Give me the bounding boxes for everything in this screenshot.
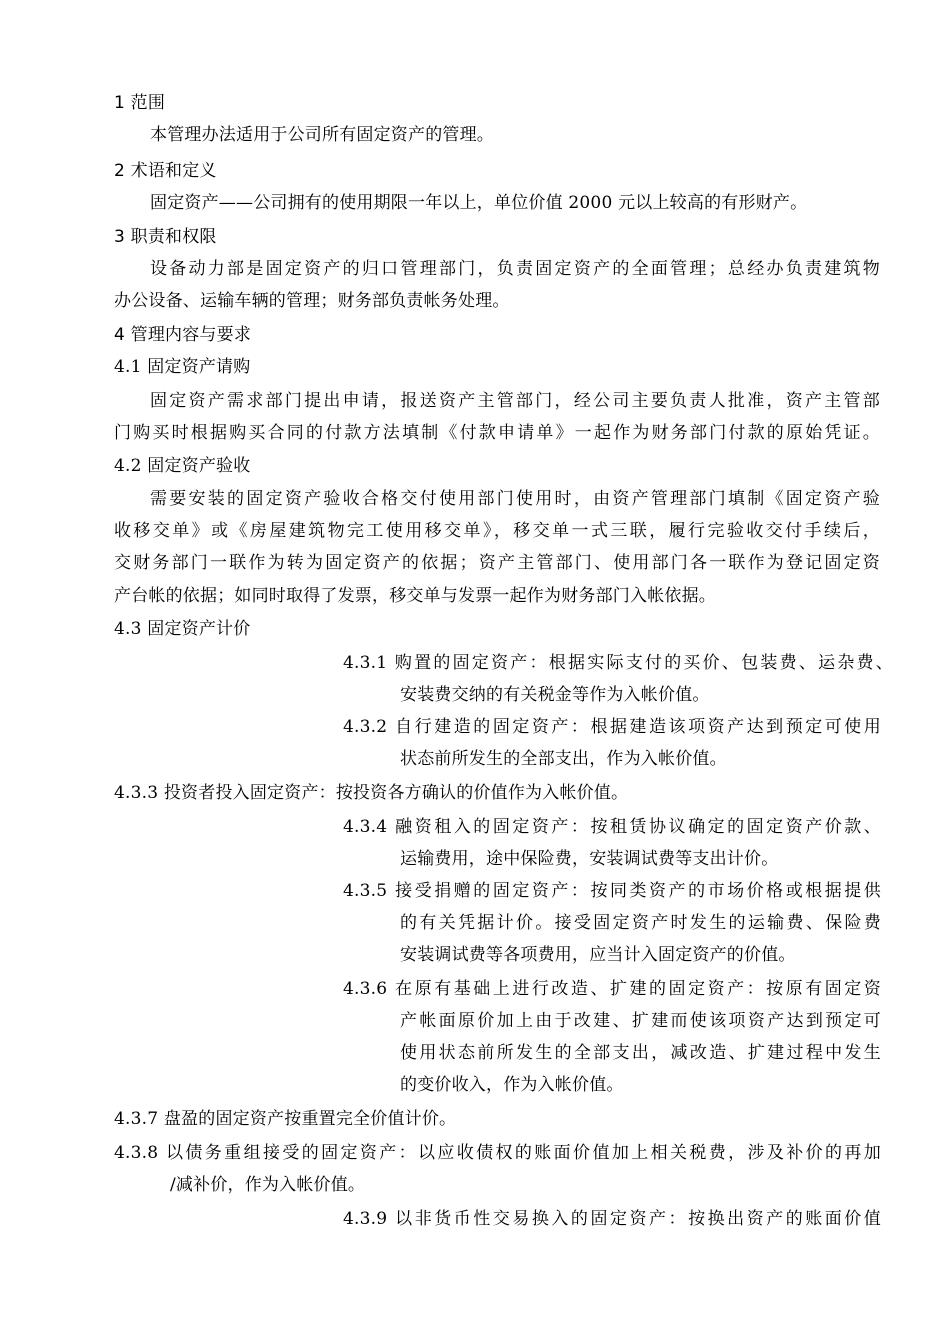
section-4-3-heading: 4.3 固定资产计价 <box>114 619 251 639</box>
item-4-3-6-line-1: 4.3.6 在原有基础上进行改造、扩建的固定资产：按原有固定资 <box>343 979 881 999</box>
item-4-3-5-line-1: 4.3.5 接受捐赠的固定资产：按同类资产的市场价格或根据提供 <box>343 881 881 901</box>
section-4-2-line-4: 产台帐的依据；如同时取得了发票，移交单与发票一起作为财务部门入帐依据。 <box>114 586 716 606</box>
section-1-heading: 1 范围 <box>114 93 166 113</box>
item-4-3-2-line-1: 4.3.2 自行建造的固定资产：根据建造该项资产达到预定可使用 <box>343 717 881 737</box>
section-4-2-heading: 4.2 固定资产验收 <box>114 456 251 476</box>
section-4-1-line-2: 门购买时根据购买合同的付款方法填制《付款申请单》一起作为财务部门付款的原始凭证。 <box>114 423 880 443</box>
item-4-3-5-line-2: 的有关凭据计价。接受固定资产时发生的运输费、保险费 <box>400 913 881 933</box>
item-4-3-7: 4.3.7 盘盈的固定资产按重置完全价值计价。 <box>114 1109 457 1129</box>
item-4-3-4-line-2: 运输费用，途中保险费，安装调试费等支出计价。 <box>400 849 779 869</box>
section-4-1-line-1: 固定资产需求部门提出申请，报送资产主管部门，经公司主要负责人批准，资产主管部 <box>150 391 880 411</box>
section-3-heading: 3 职责和权限 <box>114 227 217 247</box>
item-4-3-5-line-3: 安装调试费等各项费用，应当计入固定资产的价值。 <box>400 945 796 965</box>
item-4-3-3: 4.3.3 投资者投入固定资产：按投资各方确认的价值作为入帐价值。 <box>114 783 629 803</box>
item-4-3-6-line-3: 使用状态前所发生的全部支出，减改造、扩建过程中发生 <box>400 1043 881 1063</box>
item-4-3-1-line-1: 4.3.1 购置的固定资产：根据实际支付的买价、包装费、运杂费、 <box>343 653 893 673</box>
item-4-3-4-line-1: 4.3.4 融资租入的固定资产：按租赁协议确定的固定资产价款、 <box>343 817 881 837</box>
item-4-3-2-line-2: 状态前所发生的全部支出，作为入帐价值。 <box>400 749 727 769</box>
item-4-3-6-line-4: 的变价收入，作为入帐价值。 <box>400 1075 624 1095</box>
section-4-2-line-3: 交财务部门一联作为转为固定资产的依据；资产主管部门、使用部门各一联作为登记固定资 <box>114 553 880 573</box>
item-4-3-6-line-2: 产帐面原价加上由于改建、扩建而使该项资产达到预定可 <box>400 1011 881 1031</box>
section-2-heading: 2 术语和定义 <box>114 161 217 181</box>
item-4-3-8-line-2: /减补价，作为入帐价值。 <box>170 1175 366 1195</box>
section-3-body-line-1: 设备动力部是固定资产的归口管理部门，负责固定资产的全面管理；总经办负责建筑物 <box>150 259 880 279</box>
section-2-body: 固定资产——公司拥有的使用期限一年以上，单位价值 2000 元以上较高的有形财产。 <box>150 193 808 213</box>
item-4-3-9-line-1: 4.3.9 以非货币性交易换入的固定资产：按换出资产的账面价值 <box>343 1209 881 1229</box>
item-4-3-8-line-1: 4.3.8 以债务重组接受的固定资产：以应收债权的账面价值加上相关税费，涉及补价的再加 <box>114 1143 881 1163</box>
section-1-body: 本管理办法适用于公司所有固定资产的管理。 <box>150 125 494 145</box>
section-4-1-heading: 4.1 固定资产请购 <box>114 357 251 377</box>
section-4-heading: 4 管理内容与要求 <box>114 325 252 345</box>
section-4-2-line-2: 收移交单》或《房屋建筑物完工使用移交单》，移交单一式三联，履行完验收交付手续后， <box>114 521 880 541</box>
section-4-2-line-1: 需要安装的固定资产验收合格交付使用部门使用时，由资产管理部门填制《固定资产验 <box>150 489 880 509</box>
item-4-3-1-line-2: 安装费交纳的有关税金等作为入帐价值。 <box>400 685 710 705</box>
section-3-body-line-2: 办公设备、运输车辆的管理；财务部负责帐务处理。 <box>114 291 510 311</box>
